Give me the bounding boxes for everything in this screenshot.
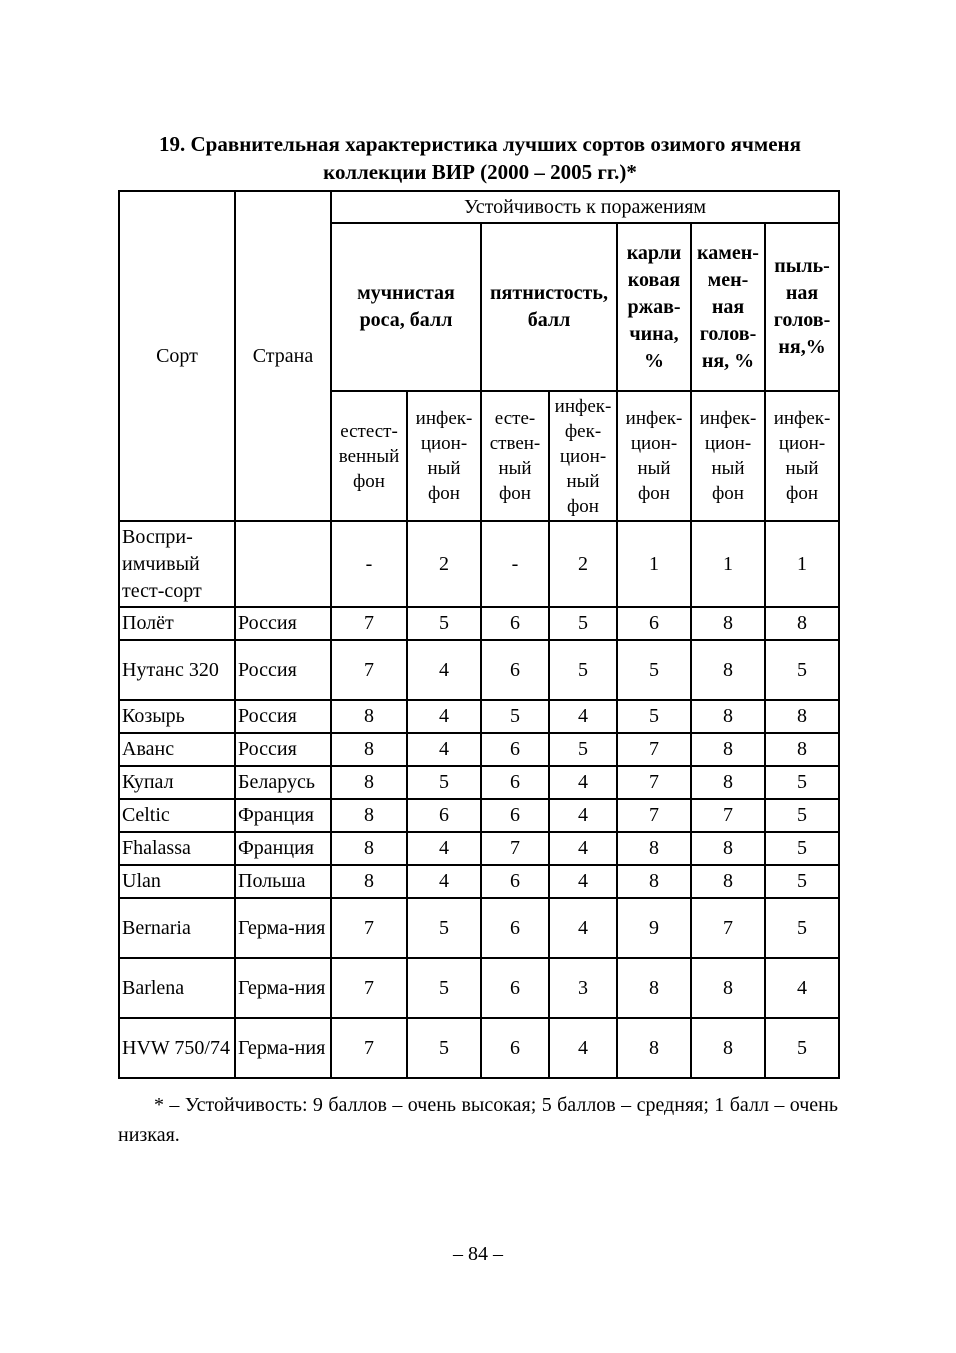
variety-cell: Bernaria <box>119 898 235 958</box>
score-cell: 5 <box>617 700 691 733</box>
score-cell: 7 <box>691 799 765 832</box>
page-number: – 84 – <box>453 1243 503 1265</box>
header-background: инфек-цион-ный фон <box>765 391 839 521</box>
header-resistance-group: Устойчивость к поражениям <box>331 191 839 223</box>
score-cell: 5 <box>765 799 839 832</box>
variety-cell: Fhalassa <box>119 832 235 865</box>
score-cell: 8 <box>691 733 765 766</box>
country-cell: Россия <box>235 607 331 640</box>
country-cell: Россия <box>235 640 331 700</box>
score-cell: 6 <box>481 640 549 700</box>
score-cell: 4 <box>407 640 481 700</box>
variety-cell: Воспри-имчивый тест-сорт <box>119 521 235 607</box>
score-cell: 8 <box>691 640 765 700</box>
score-cell: 7 <box>331 607 407 640</box>
score-cell: 5 <box>765 898 839 958</box>
variety-cell: Козырь <box>119 700 235 733</box>
table-row <box>119 521 839 607</box>
score-cell: 1 <box>691 521 765 607</box>
table-row <box>119 958 839 1018</box>
score-cell: 6 <box>481 958 549 1018</box>
variety-cell: Полёт <box>119 607 235 640</box>
score-cell: 8 <box>617 865 691 898</box>
score-cell: 8 <box>331 865 407 898</box>
country-cell: Герма-ния <box>235 898 331 958</box>
score-cell: 8 <box>331 700 407 733</box>
score-cell: 4 <box>549 898 617 958</box>
header-powdery-mildew: мучнистая роса, балл <box>331 223 481 391</box>
table-title-line-2: коллекции ВИР (2000 – 2005 гг.)* <box>323 160 637 184</box>
score-cell: 5 <box>765 640 839 700</box>
country-cell <box>235 521 331 607</box>
score-cell: 7 <box>331 640 407 700</box>
score-cell: 2 <box>407 521 481 607</box>
score-cell: 8 <box>617 958 691 1018</box>
table-row <box>119 799 839 832</box>
header-dwarf-rust: карли ковая ржав-чина, % <box>617 223 691 391</box>
header-background: инфек-фек-цион-ный фон <box>549 391 617 521</box>
score-cell: 7 <box>331 958 407 1018</box>
score-cell: 4 <box>765 958 839 1018</box>
score-cell: - <box>481 521 549 607</box>
score-cell: 1 <box>765 521 839 607</box>
score-cell: 2 <box>549 521 617 607</box>
score-cell: 6 <box>481 766 549 799</box>
score-cell: 5 <box>407 766 481 799</box>
country-cell: Польша <box>235 865 331 898</box>
score-cell: 7 <box>617 733 691 766</box>
variety-cell: HVW 750/74 <box>119 1018 235 1078</box>
score-cell: 4 <box>407 733 481 766</box>
table-row <box>119 700 839 733</box>
score-cell: 5 <box>407 958 481 1018</box>
score-cell: 6 <box>481 799 549 832</box>
variety-cell: Ulan <box>119 865 235 898</box>
table-row <box>119 1018 839 1078</box>
score-cell: 6 <box>617 607 691 640</box>
score-cell: 5 <box>765 766 839 799</box>
score-cell: 7 <box>617 766 691 799</box>
score-cell: 8 <box>691 832 765 865</box>
country-cell: Франция <box>235 832 331 865</box>
score-cell: 7 <box>331 898 407 958</box>
table-row <box>119 898 839 958</box>
country-cell: Беларусь <box>235 766 331 799</box>
country-cell: Герма-ния <box>235 958 331 1018</box>
table-row <box>119 607 839 640</box>
score-cell: 5 <box>765 832 839 865</box>
resistance-table <box>118 190 840 1079</box>
score-cell: 5 <box>765 865 839 898</box>
score-cell: 4 <box>549 865 617 898</box>
score-cell: 8 <box>765 607 839 640</box>
header-background: инфек-цион-ный фон <box>407 391 481 521</box>
header-country: Страна <box>235 191 331 521</box>
score-cell: 6 <box>481 865 549 898</box>
score-cell: 8 <box>331 832 407 865</box>
score-cell: 5 <box>549 607 617 640</box>
score-cell: 5 <box>549 640 617 700</box>
table-title-line-1: 19. Сравнительная характеристика лучших сортов озимого ячменя <box>159 132 801 156</box>
score-cell: 8 <box>691 607 765 640</box>
country-cell: Герма-ния <box>235 1018 331 1078</box>
score-cell: 8 <box>617 832 691 865</box>
header-background: инфек-цион-ный фон <box>617 391 691 521</box>
header-background: есте-ствен-ный фон <box>481 391 549 521</box>
variety-cell: Купал <box>119 766 235 799</box>
score-cell: 9 <box>617 898 691 958</box>
country-cell: Россия <box>235 733 331 766</box>
score-cell: 8 <box>691 1018 765 1078</box>
score-cell: 8 <box>617 1018 691 1078</box>
header-spot-blotch: пятнистость, балл <box>481 223 617 391</box>
score-cell: 4 <box>549 766 617 799</box>
score-cell: 5 <box>549 733 617 766</box>
score-cell: 4 <box>549 1018 617 1078</box>
table-row <box>119 832 839 865</box>
score-cell: 7 <box>691 898 765 958</box>
score-cell: 5 <box>407 898 481 958</box>
header-background: инфек-цион-ный фон <box>691 391 765 521</box>
header-variety: Сорт <box>119 191 235 521</box>
variety-cell: Celtic <box>119 799 235 832</box>
table-row <box>119 640 839 700</box>
country-cell: Россия <box>235 700 331 733</box>
score-cell: 4 <box>407 865 481 898</box>
score-cell: 6 <box>481 733 549 766</box>
score-cell: 1 <box>617 521 691 607</box>
score-cell: 6 <box>481 898 549 958</box>
score-cell: 5 <box>481 700 549 733</box>
score-cell: 5 <box>765 1018 839 1078</box>
score-cell: 8 <box>331 799 407 832</box>
score-cell: 4 <box>407 700 481 733</box>
score-cell: 8 <box>691 958 765 1018</box>
score-cell: 5 <box>617 640 691 700</box>
table-row <box>119 733 839 766</box>
score-cell: 6 <box>407 799 481 832</box>
header-background: естест-венный фон <box>331 391 407 521</box>
score-cell: 6 <box>481 607 549 640</box>
score-cell: - <box>331 521 407 607</box>
score-cell: 7 <box>331 1018 407 1078</box>
table-row <box>119 766 839 799</box>
variety-cell: Нутанс 320 <box>119 640 235 700</box>
table-body <box>119 521 839 1078</box>
footnote: * – Устойчивость: 9 баллов – очень высокая; 5 баллов – средняя; 1 балл – очень низкая. <box>118 1094 838 1146</box>
score-cell: 8 <box>331 766 407 799</box>
score-cell: 4 <box>549 799 617 832</box>
score-cell: 8 <box>331 733 407 766</box>
table-title <box>100 130 860 186</box>
variety-cell: Аванс <box>119 733 235 766</box>
score-cell: 8 <box>691 766 765 799</box>
score-cell: 4 <box>549 700 617 733</box>
score-cell: 8 <box>691 865 765 898</box>
score-cell: 3 <box>549 958 617 1018</box>
score-cell: 8 <box>691 700 765 733</box>
score-cell: 5 <box>407 1018 481 1078</box>
score-cell: 4 <box>407 832 481 865</box>
variety-cell: Barlena <box>119 958 235 1018</box>
score-cell: 8 <box>765 733 839 766</box>
header-loose-smut: пыль-ная голов-ня,% <box>765 223 839 391</box>
header-covered-smut: камен-мен-ная голов-ня, % <box>691 223 765 391</box>
score-cell: 4 <box>549 832 617 865</box>
score-cell: 8 <box>765 700 839 733</box>
score-cell: 6 <box>481 1018 549 1078</box>
country-cell: Франция <box>235 799 331 832</box>
score-cell: 7 <box>617 799 691 832</box>
score-cell: 7 <box>481 832 549 865</box>
score-cell: 5 <box>407 607 481 640</box>
table-row <box>119 865 839 898</box>
